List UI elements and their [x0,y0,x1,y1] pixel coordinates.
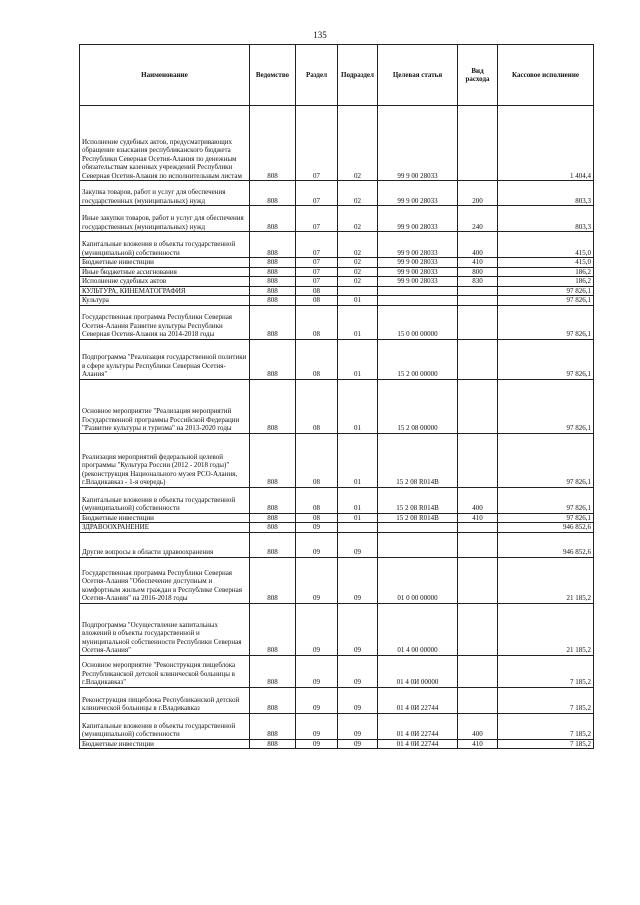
table-row [80,181,594,206]
cell-exp-type: 400 [458,713,498,739]
cell-subsection: 02 [338,206,378,232]
cell-exp-type [458,433,498,487]
cell-name: Основное мероприятие "Реконструкция пищеблока Республиканской детской клинической больницы в г.Владикавказ" [80,655,250,687]
cell-article: 99 9 00 28033 [378,181,458,206]
cell-exec: 97 826,1 [498,339,594,379]
cell-article: 01 4 0И 22744 [378,713,458,739]
cell-dept: 808 [250,296,296,306]
cell-exec: 186,2 [498,277,594,287]
cell-dept: 808 [250,603,296,655]
cell-exec: 803,3 [498,181,594,206]
cell-exp-type [458,655,498,687]
cell-article: 01 0 00 00000 [378,557,458,603]
cell-exec: 186,2 [498,267,594,277]
cell-exec: 7 185,2 [498,739,594,749]
cell-article: 15 2 08 00000 [378,379,458,433]
cell-section: 08 [296,286,338,296]
cell-dept: 808 [250,655,296,687]
cell-dept: 808 [250,557,296,603]
cell-subsection: 09 [338,739,378,749]
cell-section: 08 [296,513,338,523]
cell-section: 07 [296,267,338,277]
cell-article: 99 9 00 28033 [378,258,458,268]
cell-name: Бюджетные инвестиции [80,513,250,523]
cell-dept: 808 [250,379,296,433]
cell-section: 07 [296,181,338,206]
cell-dept: 808 [250,206,296,232]
header-name: Наименование [80,45,250,106]
cell-name: Иные закупки товаров, работ и услуг для обеспечения государственных (муниципальных) нужд [80,206,250,232]
cell-exp-type: 410 [458,513,498,523]
table-row [80,106,594,181]
cell-name: Основное мероприятие "Реализация мероприятий Государственной программы Российской Федерации "Развитие культуры и туризма" на 2013-2020 годы [80,379,250,433]
table-row [80,277,594,287]
cell-subsection: 02 [338,106,378,181]
table-row [80,557,594,603]
cell-exp-type: 800 [458,267,498,277]
cell-exp-type [458,305,498,339]
cell-name: Культура [80,296,250,306]
cell-article: 15 2 08 R014B [378,513,458,523]
cell-name: КУЛЬТУРА, КИНЕМАТОГРАФИЯ [80,286,250,296]
cell-exp-type [458,106,498,181]
cell-article: 99 9 00 28033 [378,277,458,287]
cell-exec: 803,3 [498,206,594,232]
cell-dept: 808 [250,286,296,296]
cell-section: 08 [296,433,338,487]
cell-name: Капитальные вложения в объекты государственной (муниципальной) собственности [80,487,250,513]
cell-article: 15 2 08 R014B [378,487,458,513]
cell-subsection: 01 [338,296,378,306]
cell-section: 09 [296,603,338,655]
header-dept: Ведомство [250,45,296,106]
cell-exec: 946 852,6 [498,523,594,533]
cell-section: 09 [296,523,338,533]
cell-dept: 808 [250,687,296,713]
cell-name: Подпрограмма "Реализация государственной политики в сфере культуры Республики Северная Осетия-Алания" [80,339,250,379]
cell-dept: 808 [250,339,296,379]
cell-subsection: 02 [338,181,378,206]
cell-article: 01 4 00 00000 [378,603,458,655]
table-row [80,487,594,513]
cell-subsection: 09 [338,603,378,655]
cell-name: Государственная программа Республики Северная Осетия-Алания Развитие культуры Республики Северная Осетия-Алания на 2014-2018 годы [80,305,250,339]
page-number: 135 [313,30,327,40]
cell-name: Бюджетные инвестиции [80,739,250,749]
cell-dept: 808 [250,267,296,277]
cell-subsection: 09 [338,687,378,713]
cell-subsection [338,523,378,533]
cell-name: Реконструкция пищеблока Республиканской детской клинической больницы в г.Владикавказ [80,687,250,713]
cell-section: 08 [296,296,338,306]
cell-dept: 808 [250,232,296,258]
table-row [80,532,594,557]
cell-article [378,296,458,306]
cell-section: 07 [296,258,338,268]
cell-exp-type: 400 [458,487,498,513]
cell-section: 08 [296,379,338,433]
header-exp-type: Вид расхода [458,45,498,106]
table-row [80,655,594,687]
cell-subsection: 02 [338,258,378,268]
cell-exec: 21 185,2 [498,557,594,603]
cell-exec: 7 185,2 [498,713,594,739]
cell-article: 01 4 0И 00000 [378,655,458,687]
cell-section: 08 [296,339,338,379]
table-header-row [80,45,594,106]
cell-name: Иные бюджетные ассигнования [80,267,250,277]
cell-subsection: 09 [338,655,378,687]
cell-exp-type [458,523,498,533]
cell-section: 08 [296,305,338,339]
cell-exp-type: 240 [458,206,498,232]
cell-subsection: 01 [338,305,378,339]
cell-exp-type: 830 [458,277,498,287]
cell-exec: 97 826,1 [498,379,594,433]
table-row [80,206,594,232]
cell-exec: 97 826,1 [498,296,594,306]
cell-name: Исполнение судебных актов, предусматривающих обращение взыскания республиканского бюджета Республики Северная Осетия-Алания по денежным обязательствам казенных учреждений Республики Северная Осетия-Алания по исполнительным листам [80,106,250,181]
cell-exec: 1 404,4 [498,106,594,181]
cell-section: 09 [296,532,338,557]
cell-subsection: 02 [338,267,378,277]
cell-dept: 808 [250,181,296,206]
cell-exp-type [458,603,498,655]
cell-exec: 97 826,1 [498,513,594,523]
cell-subsection: 09 [338,713,378,739]
cell-name: Капитальные вложения в объекты государственной (муниципальной) собственности [80,232,250,258]
cell-exp-type [458,687,498,713]
cell-subsection: 02 [338,277,378,287]
cell-dept: 808 [250,532,296,557]
cell-name: Подпрограмма "Осуществление капитальных вложений в объекты государственной и муниципальной собственности Республики Северная Осетия-Алания" [80,603,250,655]
cell-article: 15 2 00 00000 [378,339,458,379]
cell-dept: 808 [250,513,296,523]
cell-name: ЗДРАВООХРАНЕНИЕ [80,523,250,533]
cell-subsection [338,286,378,296]
cell-dept: 808 [250,305,296,339]
cell-exec: 97 826,1 [498,487,594,513]
cell-exec: 97 826,1 [498,305,594,339]
cell-article [378,532,458,557]
cell-exec: 7 185,2 [498,687,594,713]
table-row [80,232,594,258]
cell-name: Капитальные вложения в объекты государственной (муниципальной) собственности [80,713,250,739]
table-row [80,379,594,433]
table-row [80,296,594,306]
cell-article: 99 9 00 28033 [378,106,458,181]
cell-article: 99 9 00 28033 [378,206,458,232]
budget-table [79,44,594,749]
table-row [80,739,594,749]
table-row [80,523,594,533]
cell-article [378,523,458,533]
cell-exec: 7 185,2 [498,655,594,687]
cell-subsection: 01 [338,433,378,487]
cell-name: Бюджетные инвестиции [80,258,250,268]
cell-exp-type: 410 [458,739,498,749]
cell-dept: 808 [250,713,296,739]
cell-dept: 808 [250,277,296,287]
cell-name: Реализация мероприятий федеральной целевой программы "Культура России (2012 - 2018 годы)" (реконструкция Национального музея РСО-Алания, г.Владикавказ - 1-я очередь) [80,433,250,487]
table-row [80,603,594,655]
cell-name: Государственная программа Республики Северная Осетия-Алания "Обеспечение доступным и комфортным жильем граждан в Республике Северная Осетия-Алания" на 2016-2018 годы [80,557,250,603]
header-subsection: Подраздел [338,45,378,106]
cell-exp-type [458,296,498,306]
cell-exp-type: 410 [458,258,498,268]
cell-exp-type: 200 [458,181,498,206]
table-row [80,687,594,713]
cell-exp-type [458,532,498,557]
cell-exp-type: 400 [458,232,498,258]
header-section: Раздел [296,45,338,106]
cell-section: 09 [296,557,338,603]
table-row [80,305,594,339]
table-row [80,433,594,487]
cell-article: 15 0 00 00000 [378,305,458,339]
cell-name: Закупка товаров, работ и услуг для обеспечения государственных (муниципальных) нужд [80,181,250,206]
cell-exp-type [458,286,498,296]
cell-exec: 415,0 [498,232,594,258]
cell-section: 09 [296,687,338,713]
cell-subsection: 01 [338,513,378,523]
cell-section: 09 [296,713,338,739]
cell-subsection: 01 [338,487,378,513]
cell-section: 07 [296,206,338,232]
cell-dept: 808 [250,106,296,181]
cell-exp-type [458,557,498,603]
cell-exec: 97 826,1 [498,286,594,296]
cell-article: 99 9 00 28033 [378,232,458,258]
cell-subsection: 02 [338,232,378,258]
cell-article: 15 2 08 R014B [378,433,458,487]
cell-exp-type [458,339,498,379]
cell-section: 07 [296,277,338,287]
cell-name: Другие вопросы в области здравоохранения [80,532,250,557]
cell-section: 07 [296,106,338,181]
cell-article: 01 4 0И 22744 [378,739,458,749]
cell-subsection: 01 [338,339,378,379]
table-row [80,513,594,523]
cell-article: 99 9 00 28033 [378,267,458,277]
cell-exec: 415,0 [498,258,594,268]
table-row [80,286,594,296]
cell-dept: 808 [250,739,296,749]
cell-subsection: 01 [338,379,378,433]
cell-section: 09 [296,655,338,687]
cell-exec: 946 852,6 [498,532,594,557]
cell-section: 09 [296,739,338,749]
table-row [80,267,594,277]
cell-article [378,286,458,296]
table-row [80,258,594,268]
cell-subsection: 09 [338,557,378,603]
cell-dept: 808 [250,487,296,513]
cell-name: Исполнение судебных актов [80,277,250,287]
cell-dept: 808 [250,258,296,268]
cell-dept: 808 [250,523,296,533]
cell-section: 07 [296,232,338,258]
table-row [80,339,594,379]
cell-section: 08 [296,487,338,513]
cell-article: 01 4 0И 22744 [378,687,458,713]
cell-subsection: 09 [338,532,378,557]
cell-dept: 808 [250,433,296,487]
cell-exp-type [458,379,498,433]
header-exec: Кассовое исполнение [498,45,594,106]
table-row [80,713,594,739]
cell-exec: 21 185,2 [498,603,594,655]
cell-exec: 97 826,1 [498,433,594,487]
header-article: Целевая статья [378,45,458,106]
